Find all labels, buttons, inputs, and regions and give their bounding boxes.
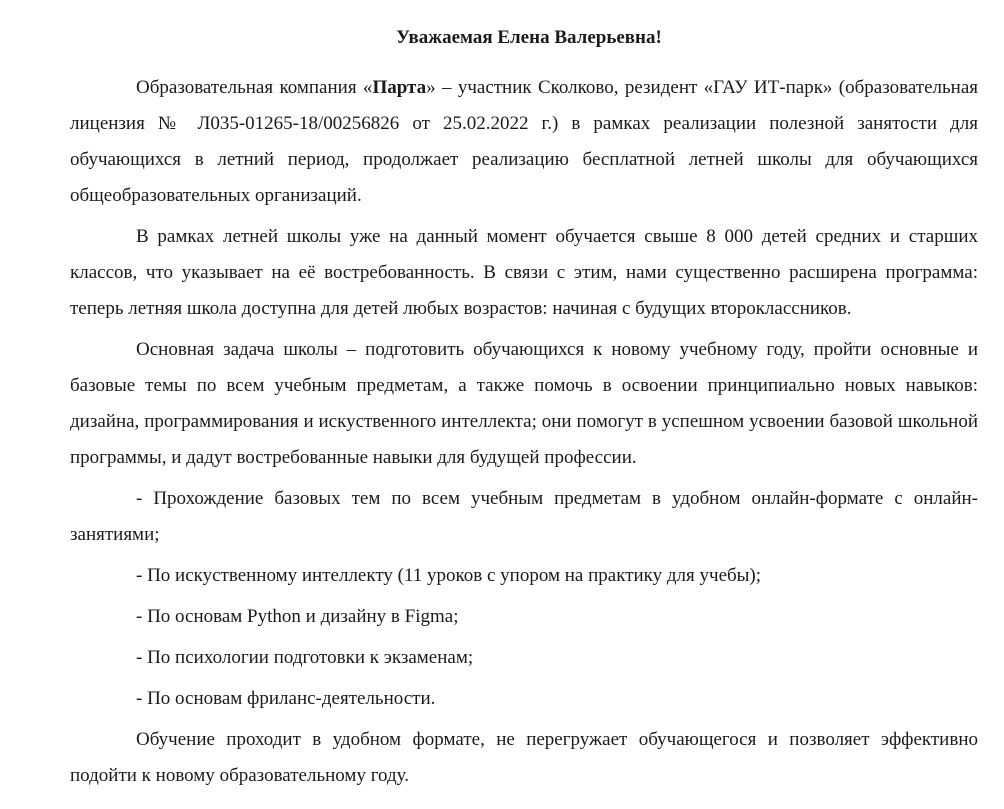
company-name: Парта xyxy=(372,77,427,98)
list-item: - По основам Python и дизайну в Figma; xyxy=(136,606,459,627)
letter-greeting: Уважаемая Елена Валерьевна! xyxy=(396,27,662,48)
list-item: - По основам фриланс-деятельности. xyxy=(136,688,436,709)
paragraph-intro xyxy=(70,70,978,214)
paragraph-closing: Обучение проходит в удобном формате, не перегружает обучающегося и позволяет эффективно подойти к новому образовательному году. xyxy=(70,729,978,786)
list-item: - По психологии подготовки к экзаменам; xyxy=(136,647,474,668)
list-item: - По искуственному интеллекту (11 уроков с упором на практику для учебы); xyxy=(136,565,762,586)
letter-page xyxy=(70,0,978,794)
list-item: - Прохождение базовых тем по всем учебным предметам в удобном онлайн-формате с онлайн-занятиями; xyxy=(70,488,978,545)
paragraph-goal: Основная задача школы – подготовить обучающихся к новому учебному году, пройти основные и базовые темы по всем учебным предметам, а также помочь в освоении принципиально новых навыков: дизайна, программирования и искуственного интеллекта; они помогут в успешном усвоении базовой школьной программы, и дадут востребованные навыки для будущей профессии. xyxy=(70,339,978,468)
paragraph-demand: В рамках летней школы уже на данный момент обучается свыше 8 000 детей средних и старших классов, что указывает на её востребованность. В связи с этим, нами существенно расширена программа: теперь летняя школа доступна для детей любых возрастов: начиная с будущих второклассников. xyxy=(70,226,978,319)
intro-text-before: Образовательная компания « xyxy=(136,77,373,98)
program-list xyxy=(70,481,978,717)
intro-text-after: » – участник Сколково, резидент «ГАУ ИТ-парк» (образовательная лицензия № Л035-01265-18/00256826 от 25.02.2022 г.) в рамках реализации полезной занятости для обучающихся в летний период, продолжает реализацию бесплатной летней школы для обучающихся общеобразовательных организаций. xyxy=(70,77,978,206)
